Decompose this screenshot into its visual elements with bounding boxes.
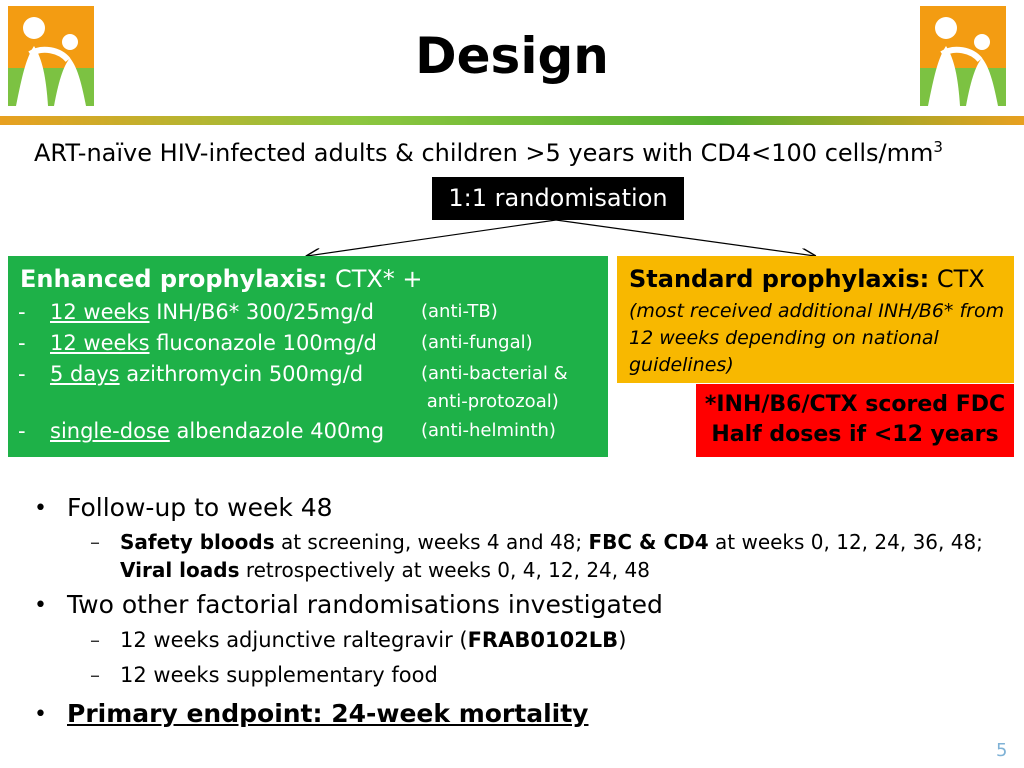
item-class: (anti-bacterial & — [421, 363, 568, 384]
item-duration: 12 weeks — [50, 300, 150, 324]
item-class: (anti-fungal) — [421, 332, 533, 353]
item-drug: INH/B6* 300/25mg/d — [149, 300, 374, 324]
item-class: (anti-helminth) — [421, 420, 556, 441]
item-dash: - — [18, 419, 26, 443]
fdc-line-2: Half doses if <12 years — [711, 422, 999, 447]
population-superscript: 3 — [933, 138, 943, 156]
sub-bullet-safety — [120, 528, 983, 556]
enhanced-prophylaxis-box — [8, 256, 608, 457]
sub-bullet-dash: – — [90, 663, 100, 687]
bullet-primary-endpoint: Primary endpoint: 24-week mortality — [67, 699, 589, 728]
enhanced-heading — [20, 264, 423, 294]
bullet-dot: • — [34, 496, 47, 521]
item-drug: azithromycin 500mg/d — [119, 362, 364, 386]
sub-bullet-raltegravir — [120, 626, 626, 654]
standard-note: (most received additional INH/B6* from 12 weeks depending on national guidelines) — [629, 300, 1005, 376]
item-drug: fluconazole 100mg/d — [149, 331, 377, 355]
slide-title: Design — [415, 27, 609, 85]
sub-bullet-dash: – — [90, 628, 100, 652]
ralte-bold: FRAB0102LB — [467, 628, 619, 652]
sub-bullet-food: 12 weeks supplementary food — [120, 663, 438, 687]
standard-prophylaxis-box — [617, 256, 1014, 383]
item-duration: 12 weeks — [50, 331, 150, 355]
item-duration: single-dose — [50, 419, 170, 443]
viral-bold: Viral loads — [120, 558, 240, 582]
enhanced-label-rest: CTX* + — [327, 265, 423, 293]
arrow-to-standard — [556, 220, 815, 256]
enhanced-label: Enhanced prophylaxis: — [20, 265, 328, 293]
bullet-factorial: Two other factorial randomisations investigated — [67, 590, 663, 619]
fbc-rest: at weeks 0, 12, 24, 36, 48; — [708, 530, 983, 554]
bullet-followup: Follow-up to week 48 — [67, 493, 333, 522]
safety-rest: at screening, weeks 4 and 48; — [274, 530, 589, 554]
item-duration: 5 days — [50, 362, 120, 386]
ralte-pre: 12 weeks adjunctive raltegravir ( — [120, 628, 468, 652]
fdc-note-box — [696, 384, 1014, 457]
item-dash: - — [18, 362, 26, 386]
page-number: 5 — [996, 740, 1008, 761]
population-text: ART-naïve HIV-infected adults & children >5 years with CD4<100 cells/mm — [34, 139, 934, 167]
standard-label: Standard prophylaxis: — [629, 265, 930, 293]
item-dash: - — [18, 300, 26, 324]
ralte-post: ) — [618, 628, 627, 652]
item-class-continued: anti-protozoal) — [421, 391, 559, 412]
item-dash: - — [18, 331, 26, 355]
item-drug: albendazole 400mg — [169, 419, 385, 443]
bullet-dot: • — [34, 593, 47, 618]
standard-heading — [629, 264, 985, 294]
safety-bold: Safety bloods — [120, 530, 275, 554]
viral-rest: retrospectively at weeks 0, 4, 12, 24, 48 — [239, 558, 650, 582]
standard-label-rest: CTX — [929, 265, 985, 293]
bullet-dot: • — [34, 702, 47, 727]
arrow-to-enhanced — [307, 220, 556, 256]
fdc-line-1: *INH/B6/CTX scored FDC — [704, 392, 1006, 417]
sub-bullet-viral — [120, 556, 650, 584]
item-class: (anti-TB) — [421, 301, 498, 322]
sub-bullet-dash: – — [90, 530, 100, 554]
randomisation-box: 1:1 randomisation — [432, 177, 684, 220]
fbc-bold: FBC & CD4 — [588, 530, 709, 554]
